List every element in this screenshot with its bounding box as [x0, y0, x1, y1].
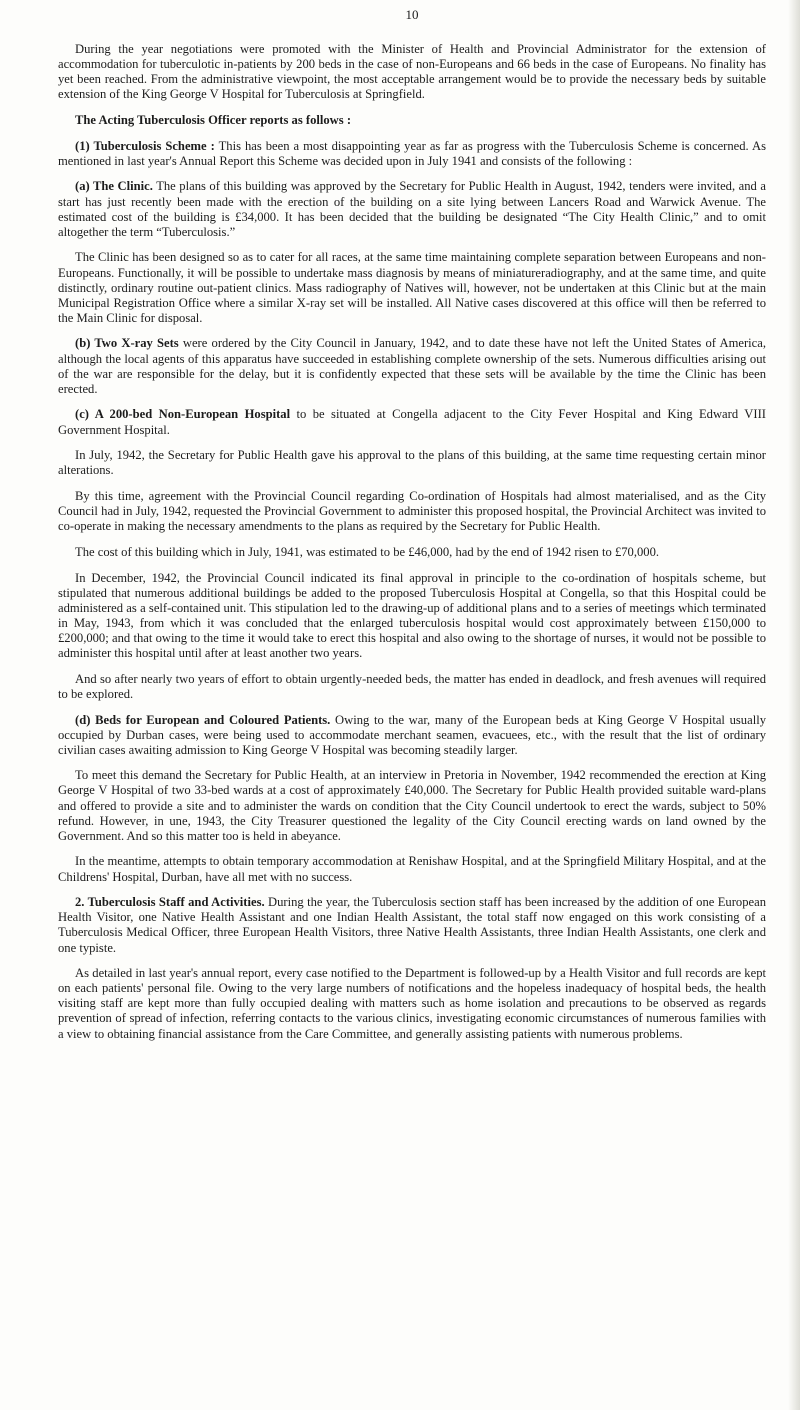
page-number: 10: [405, 7, 419, 22]
paragraph-the-clinic: (a) The Clinic. The plans of this building was approved by the Secretary for Public Health in August, 1942, tenders were invited, and a start has just recently been made with the erection of the building on a site lying between Lancers Road and Warwick Avenue. The estimated cost of the building is £34,000. It has been decided that the building be designated “The City Health Clinic,” and to omit altogether the term “Tuberculosis.”: [58, 179, 766, 239]
paragraph-coordination: By this time, agreement with the Provincial Council regarding Co-ordination of Hospitals had almost materialised, and as the City Council had in July, 1942, requested the Provincial Government to administer this proposed hospital, the Provincial Architect was invited to co-operate in making the necessary amendments to the plans as required by the Secretary for Public Health.: [58, 489, 766, 534]
paragraph-deadlock: And so after nearly two years of effort to obtain urgently-needed beds, the matter has ended in deadlock, and fresh avenues will required to be explored.: [58, 671, 766, 701]
paragraph-xray-sets: (b) Two X-ray Sets were ordered by the City Council in January, 1942, and to date these have not left the United States of America, although the local agents of this apparatus have succeeded in establishing complete ownership of the sets. Numerous difficulties arising out of the war are responsible for the delay, but it is confidently expected that these sets will be available by the time the Clinic has been erected.: [58, 336, 766, 396]
paragraph-staff-activities: 2. Tuberculosis Staff and Activities. During the year, the Tuberculosis section staff has been increased by the addition of one European Health Visitor, one Native Health Assistant and one Indian Health Assistant, the total staff now engaged on this work consisting of a Tuberculosis Medical Officer, three European Health Visitors, three Native Health Assistants, three Indian Health Assistants, one clerk and one typiste.: [58, 895, 766, 955]
document-body: [58, 42, 766, 1052]
paragraph-clinic-design: The Clinic has been designed so as to cater for all races, at the same time maintaining complete separation between Europeans and non-Europeans. Functionally, it will be possible to undertake mass diagnosis by means of miniatureradiography, and at the same time, and quite distinctly, ordinary routine out-patient clinics. Mass radiography of Natives will, however, not be undertaken at this Clinic but at the main Municipal Registration Office where a similar X-ray set will be installed. All Native cases discovered at this office will then be referred to the Main Clinic for disposal.: [58, 250, 766, 325]
paragraph-european-coloured-beds: (d) Beds for European and Coloured Patients. Owing to the war, many of the European beds at King George V Hospital usually occupied by Durban cases, were being used to accommodate merchant seamen, evacuees, etc., with the result that the list of ordinary civilian cases awaiting admission to King George V Hospital was becoming steadily larger.: [58, 712, 766, 757]
paragraph-report-heading: The Acting Tuberculosis Officer reports as follows :: [75, 112, 352, 127]
paragraph-temporary-accommodation: In the meantime, attempts to obtain temporary accommodation at Renishaw Hospital, and at the Springfield Military Hospital, and at the Childrens' Hospital, Durban, have all met with no success.: [58, 854, 766, 884]
paragraph-building-cost: The cost of this building which in July, 1941, was estimated to be £46,000, had by the end of 1942 risen to £70,000.: [75, 544, 660, 559]
paragraph-provincial-council: In December, 1942, the Provincial Council indicated its final approval in principle to the co-ordination of hospitals scheme, but stipulated that numerous additional buildings be added to the proposed Tuberculosis Hospital at Congella, so that this Hospital could be administered as a self-contained unit. This stipulation led to the drawing-up of additional plans and to a series of meetings which terminated in May, 1943, from which it was concluded that the enlarged tuberculosis hospital would cost approximately between £150,000 to £200,000; and that owing to the time it would take to erect this hospital and also owing to the shortage of nurses, it would not be possible to administer this hospital until after at least another two years.: [58, 570, 766, 661]
paragraph-tuberculosis-scheme: (1) Tuberculosis Scheme : This has been a most disappointing year as far as progress with the Tuberculosis Scheme is concerned. As mentioned in last year's Annual Report this Scheme was decided upon in July 1941 and consists of the following :: [58, 138, 767, 168]
paragraph-health-visitor-work: As detailed in last year's annual report, every case notified to the Department is followed-up by a Health Visitor and full records are kept on each patients' personal file. Owing to the very large numbers of notifications and the hopeless inadequacy of hospital beds, the health visiting staff are kept more than fully occupied dealing with matters such as home isolation and precautions to be observed as regards prevention of spread of infection, referring contacts to the various clinics, investigating economic circumstances of numerous families with a view to obtaining financial assistance from the Care Committee, and generally assisting patients with numerous problems.: [58, 966, 766, 1041]
paragraph-wards-recommendation: To meet this demand the Secretary for Public Health, at an interview in Pretoria in November, 1942 recommended the erection at King George V Hospital of two 33-bed wards at a cost of approximately £40,000. The Secretary for Public Health provided suitable ward-plans and offered to provide a site and to administer the wards on condition that the City Council undertook to erect the wards, subject to 50% refund. However, in une, 1943, the City Treasurer questioned the legality of the City Council erecting wards on land owned by the Government. And so this matter too is held in abeyance.: [58, 768, 766, 843]
document-page: [58, 0, 766, 1410]
paragraph-non-european-hospital: (c) A 200-bed Non-European Hospital to be situated at Congella adjacent to the City Fever Hospital and King Edward VIII Government Hospital.: [58, 407, 766, 437]
paragraph-plans-approval: In July, 1942, the Secretary for Public Health gave his approval to the plans of this building, at the same time requesting certain minor alterations.: [58, 448, 766, 478]
page-edge-shadow: [788, 0, 800, 1410]
paragraph-intro: During the year negotiations were promoted with the Minister of Health and Provincial Administrator for the extension of accommodation for tuberculotic in-patients by 200 beds in the case of non-Europeans and 66 beds in the case of Europeans. No finality has yet been reached. From the administrative viewpoint, the most acceptable arrangement would be to provide the necessary beds by suitable extension of the King George V Hospital for Tuberculosis at Springfield.: [58, 42, 766, 102]
